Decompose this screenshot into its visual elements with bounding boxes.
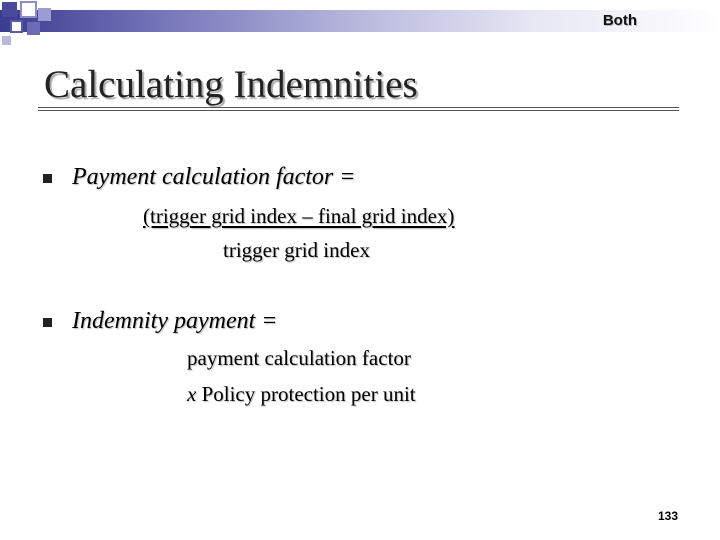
protection-text: Policy protection per unit (201, 382, 416, 406)
bullet-indemnity-payment: Indemnity payment = (72, 308, 278, 334)
payment-factor-line: payment calculation factor (187, 346, 411, 370)
decorative-squares (0, 0, 60, 50)
title-divider (38, 107, 679, 111)
decor-square (10, 20, 23, 33)
decor-square (27, 22, 40, 35)
bullet-payment-factor: Payment calculation factor = (72, 164, 356, 190)
protection-line (187, 382, 416, 407)
decor-square (2, 36, 11, 45)
decor-square (20, 1, 37, 18)
formula-numerator: (trigger grid index – final grid index) (143, 204, 455, 228)
decor-square (38, 8, 51, 21)
formula-denominator: trigger grid index (223, 238, 370, 262)
slide-title: Calculating Indemnities (44, 63, 418, 106)
multiply-symbol: x (187, 382, 197, 406)
section-label: Both (602, 12, 637, 29)
bullet-square-icon (43, 174, 52, 183)
bullet-square-icon (43, 318, 52, 327)
decor-square (2, 2, 17, 17)
page-number: 133 (657, 509, 678, 523)
